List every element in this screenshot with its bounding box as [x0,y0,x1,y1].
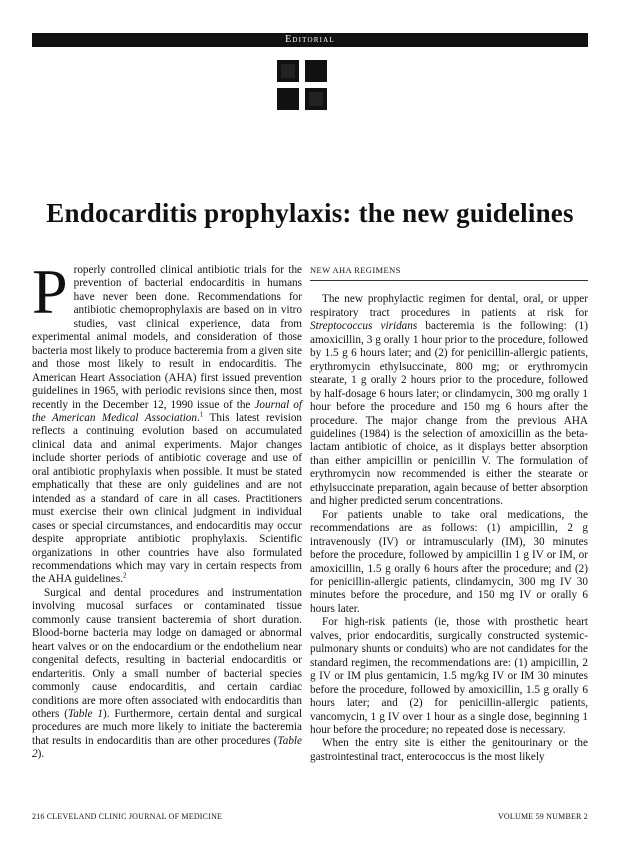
right-column [310,264,588,764]
italic-text: Table 2 [32,734,302,761]
text-run: When the entry site is either the genitourinary or the gastrointestinal tract, enterococcus is the most likely [310,737,588,763]
text-run: For high-risk patients (ie, those with prosthetic heart valves, prior endocarditis, surgically constructed systemic-pulmonary shunts or conduits) who are not candidates for the standard regimen, the recommendations are: (1) ampicillin, 2 g IV or IM plus gentamicin, 1.5 mg/kg IV or IM 30 minutes before the procedure, followed by amoxicillin, 1.5 g orally 6 hours later; and (2) for penicillin-allergic patients, vancomycin, 1 g IV over 1 hour as a single dose, beginning 1 hour before the procedure; no repeated dose is necessary. [310,616,588,736]
text-run: Surgical and dental procedures and instrumentation involving mucosal surfaces or contaminated tissue commonly cause transient bacteremia of short duration. Blood-borne bacteria may lodge on damaged or abnormal heart valves or on the endocardium or the endothelium near congenital defects, resulting in bacterial endocarditis or endarteritis. Only a small number of bacterial species commonly cause endocarditis, and certain cardiac conditions are more often associated with endocarditis than others ( [32,586,302,720]
drop-cap: P [32,256,68,327]
intro-text [32,256,303,586]
text-run: ). [37,748,45,761]
section-heading: NEW AHA REGIMENS [310,264,588,281]
left-column [32,256,303,762]
journal-logo-icon [277,60,327,110]
text-run: bacteremia is the following: (1) amoxicillin, 3 g orally 1 hour prior to the procedure, followed by 1.5 g 6 hours later; and (2) for penicillin-allergic patients, erythromycin ethylsuccinate, 800 mg; or erythromycin stearate, 1 g orally 2 hours prior to the procedure, followed by half-dosage 6 hours later; or clindamycin, 300 mg orally 1 hour before the procedure and 150 mg 6 hours after the procedure. The major change from the previous AHA guidelines (1984) is the selection of amoxicillin as the beta-lactam antibiotic of choice, as it displays better absorption than either ampicillin or penicillin V. The formulation of erythromycin now recommended is either the stearate or ethylsuccinate preparation, again because of better absorption and higher predicted serum concentrations. [310,320,588,508]
text-run: The new prophylactic regimen for dental, oral, or upper respiratory tract procedures in patients at risk for [310,293,588,319]
section-banner: Editorial [32,33,588,47]
italic-text: Table 1 [68,707,103,720]
footer-journal: 216 CLEVELAND CLINIC JOURNAL OF MEDICINE [32,812,223,821]
paragraph-intro [32,256,303,587]
paragraph-bacteremia [32,587,302,762]
paragraph-high-risk [310,616,588,737]
text-run: roperly controlled clinical antibiotic trials for the prevention of bacterial endocarditis in humans have never been done. Recommendations for antibiotic chemoprophylaxis are based on in vitro studies, vast clinical experience, data from experimental animal models, and consideration of those bacteria most likely to produce bacteremia from a given site and those most likely to result in endocarditis. The American Heart Association (AHA) first issued prevention guidelines in 1965, with periodic revisions since then, most recently in the December 12, 1990 issue of the [32,264,302,411]
text-run: ). Furthermore, certain dental and surgical procedures are much more likely to initiate the bacteremia that results in endocarditis than are other procedures ( [32,707,302,747]
italic-text: Journal of the American Medical Association [32,398,302,424]
italic-text: Streptococcus viridans [310,320,418,333]
reference-marker: 2 [123,571,127,580]
article-title: Endocarditis prophylaxis: the new guidelines [46,198,574,228]
reference-marker: 1 [199,410,204,419]
paragraph-oral-regimen [310,293,588,508]
footer-volume: VOLUME 59 NUMBER 2 [497,812,588,821]
text-run: . [197,411,200,424]
paragraph-parenteral-regimen [310,509,588,617]
text-run: For patients unable to take oral medications, the recommendations are as follows: (1) ampicillin, 2 g intravenously (IV) or intramuscularly (IM), 30 minutes before the procedure, followed by ampicillin 1 g IV or IM, or amoxicillin, 1.5 g orally 6 hours after the procedure; and (2) for penicillin-allergic patients, clindamycin, 300 mg IV 30 minutes before the procedure, and 150 mg IV or orally 6 hours later. [310,508,588,615]
text-run: This latest revision reflects a continuing evolution based on accumulated clinical data and animal experiments. Major changes include shorter periods of antibiotic coverage and use of oral antibiotic prophylaxis when possible. It must be stated emphatically that these are only guidelines and are not intended as a standard of care in all cases. Practitioners must exercise their own clinical judgment in individual cases or special circumstances, and endocarditis may occur despite appropriate antibiotic prophylaxis. Scientific organizations in other countries have also formulated recommendations which may vary in certain respects from the AHA guidelines. [32,411,303,586]
paragraph-gi-gu [310,737,588,764]
